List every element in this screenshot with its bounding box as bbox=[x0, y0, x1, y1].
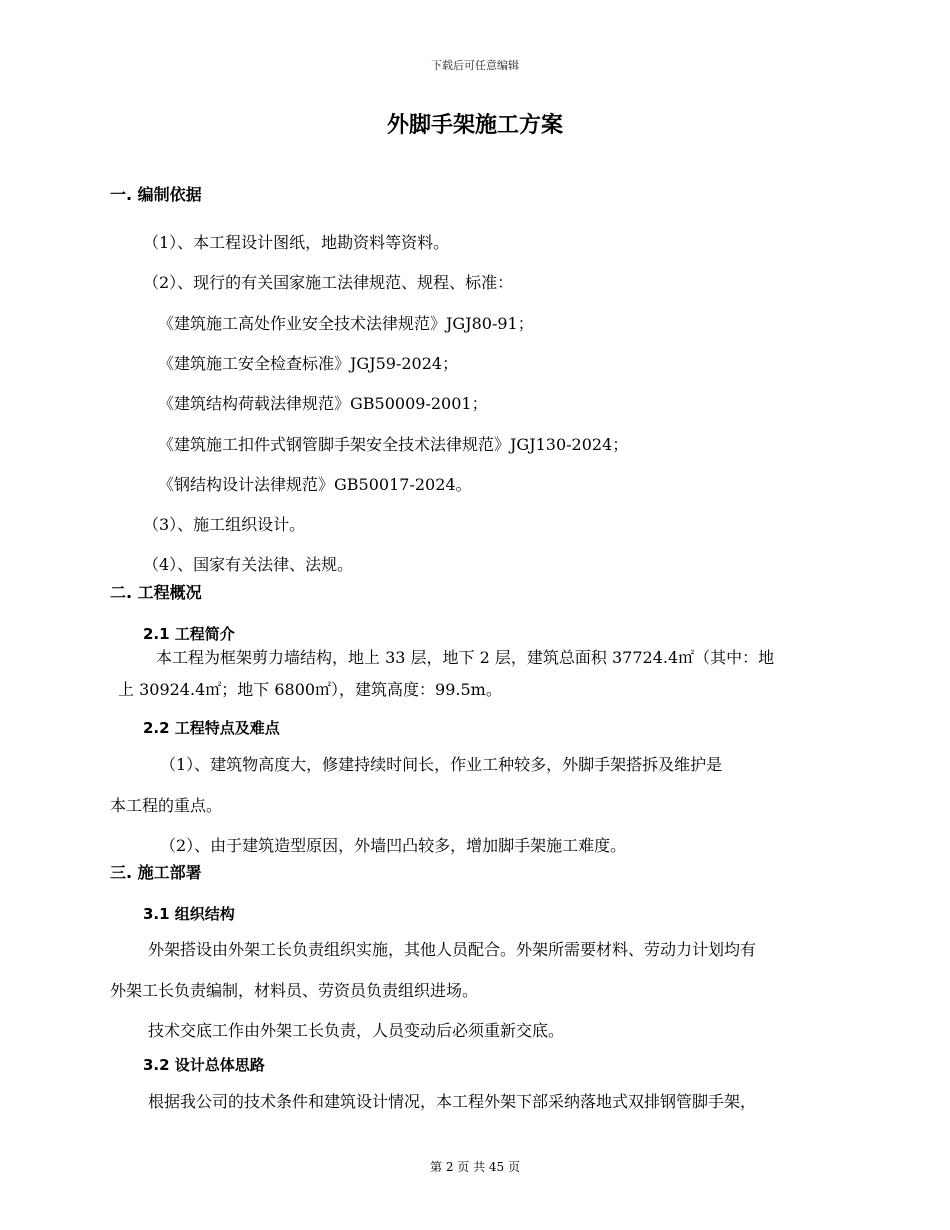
standard-item: 《建筑施工高处作业安全技术法律规范》JGJ80-91； bbox=[158, 314, 534, 333]
paragraph-line: 根据我公司的技术条件和建筑设计情况，本工程外架下部采纳落地式双排钢管脚手架， bbox=[148, 1092, 757, 1111]
document-title: 外脚手架施工方案 bbox=[386, 112, 563, 138]
paragraph-line: 本工程为框架剪力墙结构，地上 33 层，地下 2 层，建筑总面积 37724.4㎡（其中：地 bbox=[156, 648, 775, 667]
page-number: 第 2 页 共 45 页 bbox=[430, 1160, 520, 1174]
subsection-heading-2-2: 2.2 工程特点及难点 bbox=[143, 719, 280, 737]
basis-item-2: （2）、现行的有关国家施工法律规范、规程、标准： bbox=[143, 273, 514, 292]
header-note: 下载后可任意编辑 bbox=[431, 59, 519, 72]
paragraph-line: 外架工长负责编制，材料员、劳资员负责组织进场。 bbox=[110, 981, 479, 1000]
subsection-heading-3-1: 3.1 组织结构 bbox=[143, 905, 235, 923]
paragraph-line: 技术交底工作由外架工长负责，人员变动后必须重新交底。 bbox=[148, 1021, 565, 1040]
subsection-heading-3-2: 3.2 设计总体思路 bbox=[143, 1056, 265, 1074]
paragraph-line: （1）、建筑物高度大，修建持续时间长，作业工种较多，外脚手架搭拆及维护是 bbox=[160, 755, 723, 774]
basis-item-3: （3）、施工组织设计。 bbox=[143, 515, 306, 534]
paragraph-line: 上 30924.4㎡；地下 6800㎡），建筑高度：99.5m。 bbox=[118, 680, 502, 699]
standard-item: 《建筑施工安全检查标准》JGJ59-2024； bbox=[158, 354, 459, 373]
subsection-heading-2-1: 2.1 工程简介 bbox=[143, 625, 235, 643]
basis-item-1: （1）、本工程设计图纸，地勘资料等资料。 bbox=[143, 233, 450, 252]
standard-item: 《钢结构设计法律规范》GB50017-2024。 bbox=[158, 475, 472, 494]
section-heading-3: 三. 施工部署 bbox=[110, 863, 202, 882]
paragraph-line: 外架搭设由外架工长负责组织实施，其他人员配合。外架所需要材料、劳动力计划均有 bbox=[148, 940, 757, 959]
basis-item-4: （4）、国家有关法律、法规。 bbox=[143, 555, 354, 574]
section-heading-2: 二. 工程概况 bbox=[110, 583, 202, 602]
paragraph-line: 本工程的重点。 bbox=[110, 796, 223, 815]
paragraph-line: （2）、由于建筑造型原因，外墙凹凸较多，增加脚手架施工难度。 bbox=[160, 836, 627, 855]
section-heading-1: 一. 编制依据 bbox=[110, 185, 202, 204]
standard-item: 《建筑结构荷载法律规范》GB50009-2001； bbox=[158, 394, 488, 413]
standard-item: 《建筑施工扣件式钢管脚手架安全技术法律规范》JGJ130-2024； bbox=[158, 435, 629, 454]
